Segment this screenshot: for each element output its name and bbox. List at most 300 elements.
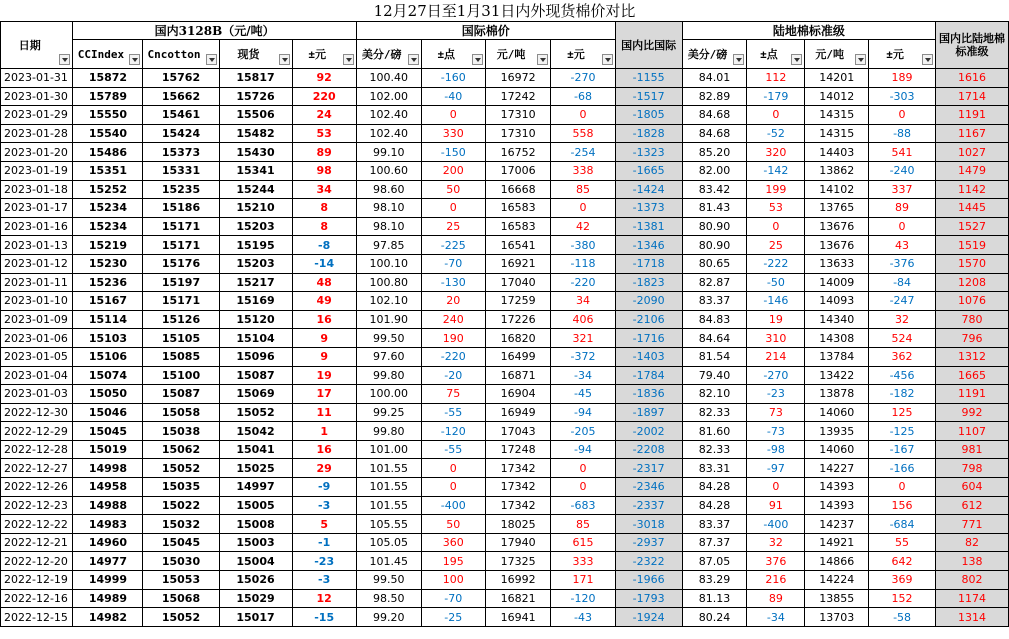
cell-land-diff[interactable]: 1208	[936, 273, 1009, 292]
cell-usd-lb[interactable]: 102.40	[356, 106, 421, 125]
cell-intl-diff[interactable]: -1517	[615, 87, 682, 106]
cell-points[interactable]: 20	[421, 292, 485, 311]
cell-cncotton[interactable]: 15186	[143, 199, 219, 218]
cell-yuan-ton[interactable]: 17226	[485, 310, 550, 329]
cell-land-usd-lb[interactable]: 79.40	[682, 366, 747, 385]
cell-land-points[interactable]: -73	[747, 422, 805, 441]
filter-dropdown-icon[interactable]	[408, 54, 419, 65]
cell-land-yuan-ton[interactable]: 14060	[805, 440, 869, 459]
cell-points[interactable]: 0	[421, 459, 485, 478]
cell-points[interactable]: -225	[421, 236, 485, 255]
cell-intl-diff[interactable]: -1665	[615, 161, 682, 180]
cell-spot[interactable]: 15203	[219, 254, 292, 273]
cell-yuan-change[interactable]: 333	[551, 552, 615, 571]
cell-points[interactable]: 195	[421, 552, 485, 571]
filter-dropdown-icon[interactable]	[206, 54, 217, 65]
cell-spot[interactable]: 15104	[219, 329, 292, 348]
cell-land-yuan-ton[interactable]: 14227	[805, 459, 869, 478]
cell-spot[interactable]: 15120	[219, 310, 292, 329]
cell-change[interactable]: -23	[292, 552, 356, 571]
cell-yuan-change[interactable]: -118	[551, 254, 615, 273]
cell-land-yuan-ton[interactable]: 14060	[805, 403, 869, 422]
cell-land-diff[interactable]: 1027	[936, 143, 1009, 162]
cell-change[interactable]: 16	[292, 310, 356, 329]
cell-yuan-change[interactable]: 85	[551, 515, 615, 534]
cell-land-diff[interactable]: 1312	[936, 347, 1009, 366]
cell-change[interactable]: 92	[292, 69, 356, 88]
cell-land-diff[interactable]: 802	[936, 571, 1009, 590]
cell-cc-index[interactable]: 14989	[73, 589, 143, 608]
cell-land-diff[interactable]: 1519	[936, 236, 1009, 255]
cell-cc-index[interactable]: 15234	[73, 199, 143, 218]
cell-cc-index[interactable]: 15540	[73, 124, 143, 143]
cell-usd-lb[interactable]: 99.80	[356, 366, 421, 385]
cell-intl-diff[interactable]: -1793	[615, 589, 682, 608]
cell-intl-diff[interactable]: -1784	[615, 366, 682, 385]
cell-date[interactable]: 2023-01-20	[1, 143, 73, 162]
cell-cncotton[interactable]: 15035	[143, 478, 219, 497]
cell-usd-lb[interactable]: 98.50	[356, 589, 421, 608]
cell-spot[interactable]: 15210	[219, 199, 292, 218]
cell-spot[interactable]: 15244	[219, 180, 292, 199]
cell-intl-diff[interactable]: -1828	[615, 124, 682, 143]
cell-land-change[interactable]: 524	[869, 329, 936, 348]
cell-land-yuan-ton[interactable]: 14012	[805, 87, 869, 106]
cell-spot[interactable]: 15029	[219, 589, 292, 608]
cell-land-yuan-ton[interactable]: 13765	[805, 199, 869, 218]
cell-land-points[interactable]: 0	[747, 217, 805, 236]
cell-cncotton[interactable]: 15068	[143, 589, 219, 608]
cell-land-usd-lb[interactable]: 84.64	[682, 329, 747, 348]
cell-yuan-change[interactable]: -220	[551, 273, 615, 292]
cell-land-usd-lb[interactable]: 84.01	[682, 69, 747, 88]
cell-land-change[interactable]: 32	[869, 310, 936, 329]
cell-yuan-change[interactable]: -254	[551, 143, 615, 162]
cell-land-usd-lb[interactable]: 81.43	[682, 199, 747, 218]
cell-land-usd-lb[interactable]: 81.54	[682, 347, 747, 366]
cell-land-change[interactable]: -125	[869, 422, 936, 441]
cell-intl-diff[interactable]: -2002	[615, 422, 682, 441]
cell-cc-index[interactable]: 15872	[73, 69, 143, 88]
cell-cncotton[interactable]: 15032	[143, 515, 219, 534]
cell-yuan-change[interactable]: -120	[551, 589, 615, 608]
cell-land-diff[interactable]: 780	[936, 310, 1009, 329]
cell-cc-index[interactable]: 14977	[73, 552, 143, 571]
cell-date[interactable]: 2022-12-28	[1, 440, 73, 459]
cell-points[interactable]: 360	[421, 533, 485, 552]
cell-change[interactable]: 9	[292, 329, 356, 348]
cell-yuan-change[interactable]: 0	[551, 459, 615, 478]
cell-spot[interactable]: 15203	[219, 217, 292, 236]
cell-spot[interactable]: 15041	[219, 440, 292, 459]
cell-land-usd-lb[interactable]: 84.28	[682, 496, 747, 515]
filter-dropdown-icon[interactable]	[129, 54, 140, 65]
cell-date[interactable]: 2022-12-16	[1, 589, 73, 608]
cell-cncotton[interactable]: 15176	[143, 254, 219, 273]
cell-land-change[interactable]: 0	[869, 106, 936, 125]
cell-usd-lb[interactable]: 100.60	[356, 161, 421, 180]
cell-change[interactable]: 53	[292, 124, 356, 143]
cell-cc-index[interactable]: 15230	[73, 254, 143, 273]
cell-cncotton[interactable]: 15424	[143, 124, 219, 143]
cell-points[interactable]: -150	[421, 143, 485, 162]
cell-usd-lb[interactable]: 99.10	[356, 143, 421, 162]
header-land-usd-lb[interactable]: 美分/磅	[682, 40, 747, 69]
cell-change[interactable]: -1	[292, 533, 356, 552]
header-spot[interactable]: 现货	[219, 40, 292, 69]
cell-intl-diff[interactable]: -2208	[615, 440, 682, 459]
cell-points[interactable]: -25	[421, 608, 485, 627]
cell-land-change[interactable]: 0	[869, 217, 936, 236]
cell-land-yuan-ton[interactable]: 13676	[805, 217, 869, 236]
cell-cc-index[interactable]: 15074	[73, 366, 143, 385]
cell-land-usd-lb[interactable]: 84.68	[682, 124, 747, 143]
cell-land-diff[interactable]: 1527	[936, 217, 1009, 236]
cell-yuan-ton[interactable]: 17342	[485, 478, 550, 497]
cell-date[interactable]: 2023-01-30	[1, 87, 73, 106]
cell-change[interactable]: -8	[292, 236, 356, 255]
cell-land-diff[interactable]: 612	[936, 496, 1009, 515]
header-land-change[interactable]: ±元	[869, 40, 936, 69]
cell-change[interactable]: 11	[292, 403, 356, 422]
cell-yuan-ton[interactable]: 17006	[485, 161, 550, 180]
cell-spot[interactable]: 15017	[219, 608, 292, 627]
cell-cncotton[interactable]: 15171	[143, 217, 219, 236]
cell-spot[interactable]: 15069	[219, 385, 292, 404]
cell-spot[interactable]: 15005	[219, 496, 292, 515]
cell-usd-lb[interactable]: 100.10	[356, 254, 421, 273]
cell-yuan-ton[interactable]: 17325	[485, 552, 550, 571]
cell-cc-index[interactable]: 15550	[73, 106, 143, 125]
cell-yuan-ton[interactable]: 16752	[485, 143, 550, 162]
cell-cncotton[interactable]: 15087	[143, 385, 219, 404]
cell-change[interactable]: -3	[292, 571, 356, 590]
cell-yuan-change[interactable]: 0	[551, 199, 615, 218]
cell-usd-lb[interactable]: 105.55	[356, 515, 421, 534]
cell-cncotton[interactable]: 15331	[143, 161, 219, 180]
cell-intl-diff[interactable]: -2322	[615, 552, 682, 571]
cell-yuan-ton[interactable]: 16583	[485, 199, 550, 218]
cell-land-change[interactable]: -456	[869, 366, 936, 385]
header-cncotton[interactable]: Cncotton	[143, 40, 219, 69]
cell-cc-index[interactable]: 15046	[73, 403, 143, 422]
cell-land-points[interactable]: 91	[747, 496, 805, 515]
cell-date[interactable]: 2022-12-15	[1, 608, 73, 627]
cell-yuan-change[interactable]: -34	[551, 366, 615, 385]
cell-land-yuan-ton[interactable]: 14201	[805, 69, 869, 88]
cell-points[interactable]: 0	[421, 199, 485, 218]
cell-points[interactable]: -220	[421, 347, 485, 366]
cell-land-points[interactable]: 320	[747, 143, 805, 162]
cell-land-points[interactable]: -179	[747, 87, 805, 106]
cell-land-yuan-ton[interactable]: 13703	[805, 608, 869, 627]
cell-intl-diff[interactable]: -1403	[615, 347, 682, 366]
cell-yuan-ton[interactable]: 16820	[485, 329, 550, 348]
cell-land-diff[interactable]: 1714	[936, 87, 1009, 106]
cell-land-change[interactable]: 0	[869, 478, 936, 497]
cell-usd-lb[interactable]: 102.10	[356, 292, 421, 311]
cell-land-usd-lb[interactable]: 87.05	[682, 552, 747, 571]
cell-land-change[interactable]: -240	[869, 161, 936, 180]
cell-points[interactable]: -130	[421, 273, 485, 292]
cell-yuan-change[interactable]: -205	[551, 422, 615, 441]
cell-yuan-ton[interactable]: 16941	[485, 608, 550, 627]
cell-land-diff[interactable]: 1616	[936, 69, 1009, 88]
cell-intl-diff[interactable]: -1966	[615, 571, 682, 590]
cell-points[interactable]: -55	[421, 440, 485, 459]
cell-land-diff[interactable]: 992	[936, 403, 1009, 422]
cell-cc-index[interactable]: 14960	[73, 533, 143, 552]
cell-land-change[interactable]: 337	[869, 180, 936, 199]
cell-cc-index[interactable]: 15252	[73, 180, 143, 199]
cell-usd-lb[interactable]: 100.00	[356, 385, 421, 404]
cell-yuan-change[interactable]: -683	[551, 496, 615, 515]
cell-spot[interactable]: 15430	[219, 143, 292, 162]
cell-land-usd-lb[interactable]: 83.37	[682, 292, 747, 311]
cell-date[interactable]: 2023-01-06	[1, 329, 73, 348]
cell-intl-diff[interactable]: -1823	[615, 273, 682, 292]
cell-land-diff[interactable]: 1076	[936, 292, 1009, 311]
cell-land-usd-lb[interactable]: 80.90	[682, 236, 747, 255]
cell-cc-index[interactable]: 15114	[73, 310, 143, 329]
cell-usd-lb[interactable]: 101.00	[356, 440, 421, 459]
cell-intl-diff[interactable]: -1373	[615, 199, 682, 218]
cell-land-yuan-ton[interactable]: 14308	[805, 329, 869, 348]
cell-land-usd-lb[interactable]: 80.65	[682, 254, 747, 273]
cell-cncotton[interactable]: 15662	[143, 87, 219, 106]
cell-cncotton[interactable]: 15030	[143, 552, 219, 571]
cell-usd-lb[interactable]: 98.10	[356, 217, 421, 236]
cell-land-yuan-ton[interactable]: 13878	[805, 385, 869, 404]
cell-land-usd-lb[interactable]: 82.10	[682, 385, 747, 404]
cell-land-usd-lb[interactable]: 84.28	[682, 478, 747, 497]
cell-land-change[interactable]: 55	[869, 533, 936, 552]
cell-cc-index[interactable]: 15351	[73, 161, 143, 180]
cell-cncotton[interactable]: 15052	[143, 459, 219, 478]
cell-land-yuan-ton[interactable]: 14224	[805, 571, 869, 590]
filter-dropdown-icon[interactable]	[537, 54, 548, 65]
cell-spot[interactable]: 15087	[219, 366, 292, 385]
cell-usd-lb[interactable]: 101.55	[356, 496, 421, 515]
cell-yuan-ton[interactable]: 17242	[485, 87, 550, 106]
cell-intl-diff[interactable]: -1805	[615, 106, 682, 125]
cell-land-change[interactable]: -247	[869, 292, 936, 311]
header-land-yuan-ton[interactable]: 元/吨	[805, 40, 869, 69]
cell-cc-index[interactable]: 15045	[73, 422, 143, 441]
cell-land-change[interactable]: 152	[869, 589, 936, 608]
cell-land-diff[interactable]: 1167	[936, 124, 1009, 143]
cell-yuan-ton[interactable]: 17040	[485, 273, 550, 292]
cell-land-usd-lb[interactable]: 82.33	[682, 403, 747, 422]
cell-land-points[interactable]: -400	[747, 515, 805, 534]
cell-land-change[interactable]: 43	[869, 236, 936, 255]
cell-land-usd-lb[interactable]: 81.60	[682, 422, 747, 441]
cell-land-points[interactable]: -142	[747, 161, 805, 180]
cell-land-points[interactable]: 53	[747, 199, 805, 218]
cell-land-change[interactable]: 642	[869, 552, 936, 571]
cell-cncotton[interactable]: 15038	[143, 422, 219, 441]
cell-land-diff[interactable]: 1107	[936, 422, 1009, 441]
cell-cc-index[interactable]: 15234	[73, 217, 143, 236]
filter-dropdown-icon[interactable]	[472, 54, 483, 65]
cell-usd-lb[interactable]: 100.40	[356, 69, 421, 88]
cell-points[interactable]: 75	[421, 385, 485, 404]
cell-spot[interactable]: 15025	[219, 459, 292, 478]
cell-date[interactable]: 2023-01-05	[1, 347, 73, 366]
cell-land-usd-lb[interactable]: 83.42	[682, 180, 747, 199]
cell-intl-diff[interactable]: -1424	[615, 180, 682, 199]
cell-cncotton[interactable]: 15062	[143, 440, 219, 459]
cell-intl-diff[interactable]: -1836	[615, 385, 682, 404]
filter-dropdown-icon[interactable]	[602, 54, 613, 65]
cell-land-diff[interactable]: 604	[936, 478, 1009, 497]
cell-land-usd-lb[interactable]: 80.90	[682, 217, 747, 236]
cell-land-change[interactable]: -84	[869, 273, 936, 292]
cell-points[interactable]: 50	[421, 515, 485, 534]
cell-spot[interactable]: 15482	[219, 124, 292, 143]
cell-change[interactable]: 17	[292, 385, 356, 404]
cell-land-yuan-ton[interactable]: 14393	[805, 478, 869, 497]
cell-change[interactable]: -15	[292, 608, 356, 627]
cell-spot[interactable]: 15003	[219, 533, 292, 552]
cell-usd-lb[interactable]: 98.60	[356, 180, 421, 199]
cell-land-usd-lb[interactable]: 82.89	[682, 87, 747, 106]
cell-land-points[interactable]: 112	[747, 69, 805, 88]
cell-land-usd-lb[interactable]: 80.24	[682, 608, 747, 627]
cell-points[interactable]: 0	[421, 106, 485, 125]
cell-land-usd-lb[interactable]: 83.31	[682, 459, 747, 478]
cell-land-yuan-ton[interactable]: 14315	[805, 106, 869, 125]
cell-land-yuan-ton[interactable]: 14102	[805, 180, 869, 199]
cell-date[interactable]: 2022-12-19	[1, 571, 73, 590]
cell-yuan-change[interactable]: -68	[551, 87, 615, 106]
cell-cc-index[interactable]: 14983	[73, 515, 143, 534]
cell-intl-diff[interactable]: -1924	[615, 608, 682, 627]
cell-date[interactable]: 2023-01-04	[1, 366, 73, 385]
filter-dropdown-icon[interactable]	[855, 54, 866, 65]
cell-land-yuan-ton[interactable]: 13784	[805, 347, 869, 366]
filter-dropdown-icon[interactable]	[343, 54, 354, 65]
cell-yuan-change[interactable]: -270	[551, 69, 615, 88]
cell-land-usd-lb[interactable]: 83.37	[682, 515, 747, 534]
cell-land-points[interactable]: -97	[747, 459, 805, 478]
cell-land-diff[interactable]: 1445	[936, 199, 1009, 218]
cell-points[interactable]: 0	[421, 478, 485, 497]
cell-land-yuan-ton[interactable]: 13862	[805, 161, 869, 180]
cell-yuan-change[interactable]: 0	[551, 478, 615, 497]
filter-dropdown-icon[interactable]	[279, 54, 290, 65]
cell-land-points[interactable]: 25	[747, 236, 805, 255]
cell-land-points[interactable]: -23	[747, 385, 805, 404]
cell-usd-lb[interactable]: 97.85	[356, 236, 421, 255]
cell-yuan-change[interactable]: -43	[551, 608, 615, 627]
cell-change[interactable]: 24	[292, 106, 356, 125]
cell-land-yuan-ton[interactable]: 14393	[805, 496, 869, 515]
cell-spot[interactable]: 14997	[219, 478, 292, 497]
cell-land-change[interactable]: -166	[869, 459, 936, 478]
cell-usd-lb[interactable]: 101.45	[356, 552, 421, 571]
cell-spot[interactable]: 15506	[219, 106, 292, 125]
cell-land-usd-lb[interactable]: 82.87	[682, 273, 747, 292]
cell-change[interactable]: 220	[292, 87, 356, 106]
cell-cc-index[interactable]: 14998	[73, 459, 143, 478]
cell-yuan-ton[interactable]: 16583	[485, 217, 550, 236]
cell-land-diff[interactable]: 1142	[936, 180, 1009, 199]
cell-land-usd-lb[interactable]: 84.83	[682, 310, 747, 329]
cell-change[interactable]: 12	[292, 589, 356, 608]
cell-land-points[interactable]: 73	[747, 403, 805, 422]
filter-dropdown-icon[interactable]	[922, 54, 933, 65]
cell-change[interactable]: 16	[292, 440, 356, 459]
cell-yuan-ton[interactable]: 17940	[485, 533, 550, 552]
cell-date[interactable]: 2023-01-16	[1, 217, 73, 236]
cell-cc-index[interactable]: 15106	[73, 347, 143, 366]
cell-change[interactable]: 5	[292, 515, 356, 534]
cell-intl-diff[interactable]: -2937	[615, 533, 682, 552]
cell-land-change[interactable]: 89	[869, 199, 936, 218]
cell-yuan-ton[interactable]: 16972	[485, 69, 550, 88]
cell-change[interactable]: 34	[292, 180, 356, 199]
cell-change[interactable]: 8	[292, 217, 356, 236]
cell-spot[interactable]: 15217	[219, 273, 292, 292]
cell-land-points[interactable]: -270	[747, 366, 805, 385]
cell-cncotton[interactable]: 15100	[143, 366, 219, 385]
cell-land-change[interactable]: -88	[869, 124, 936, 143]
cell-spot[interactable]: 15096	[219, 347, 292, 366]
cell-land-diff[interactable]: 771	[936, 515, 1009, 534]
cell-usd-lb[interactable]: 99.50	[356, 329, 421, 348]
cell-land-diff[interactable]: 798	[936, 459, 1009, 478]
cell-date[interactable]: 2023-01-12	[1, 254, 73, 273]
cell-land-diff[interactable]: 981	[936, 440, 1009, 459]
cell-yuan-change[interactable]: 406	[551, 310, 615, 329]
cell-land-usd-lb[interactable]: 82.00	[682, 161, 747, 180]
cell-change[interactable]: 1	[292, 422, 356, 441]
cell-intl-diff[interactable]: -3018	[615, 515, 682, 534]
cell-cncotton[interactable]: 15171	[143, 236, 219, 255]
cell-usd-lb[interactable]: 99.50	[356, 571, 421, 590]
cell-change[interactable]: 9	[292, 347, 356, 366]
cell-intl-diff[interactable]: -1346	[615, 236, 682, 255]
cell-yuan-ton[interactable]: 16668	[485, 180, 550, 199]
cell-land-usd-lb[interactable]: 81.13	[682, 589, 747, 608]
cell-land-change[interactable]: -684	[869, 515, 936, 534]
cell-cncotton[interactable]: 15022	[143, 496, 219, 515]
cell-land-points[interactable]: 214	[747, 347, 805, 366]
cell-intl-diff[interactable]: -1716	[615, 329, 682, 348]
cell-spot[interactable]: 15026	[219, 571, 292, 590]
cell-cncotton[interactable]: 15045	[143, 533, 219, 552]
cell-land-change[interactable]: 362	[869, 347, 936, 366]
cell-land-yuan-ton[interactable]: 13422	[805, 366, 869, 385]
cell-usd-lb[interactable]: 101.90	[356, 310, 421, 329]
cell-date[interactable]: 2023-01-03	[1, 385, 73, 404]
cell-usd-lb[interactable]: 98.10	[356, 199, 421, 218]
cell-intl-diff[interactable]: -2337	[615, 496, 682, 515]
cell-land-yuan-ton[interactable]: 13855	[805, 589, 869, 608]
cell-land-diff[interactable]: 1191	[936, 385, 1009, 404]
cell-land-change[interactable]: 125	[869, 403, 936, 422]
cell-land-usd-lb[interactable]: 82.33	[682, 440, 747, 459]
cell-date[interactable]: 2022-12-26	[1, 478, 73, 497]
cell-spot[interactable]: 15341	[219, 161, 292, 180]
cell-land-yuan-ton[interactable]: 14009	[805, 273, 869, 292]
cell-intl-diff[interactable]: -2317	[615, 459, 682, 478]
header-points[interactable]: ±点	[421, 40, 485, 69]
cell-land-diff[interactable]: 1174	[936, 589, 1009, 608]
cell-spot[interactable]: 15169	[219, 292, 292, 311]
cell-date[interactable]: 2023-01-19	[1, 161, 73, 180]
